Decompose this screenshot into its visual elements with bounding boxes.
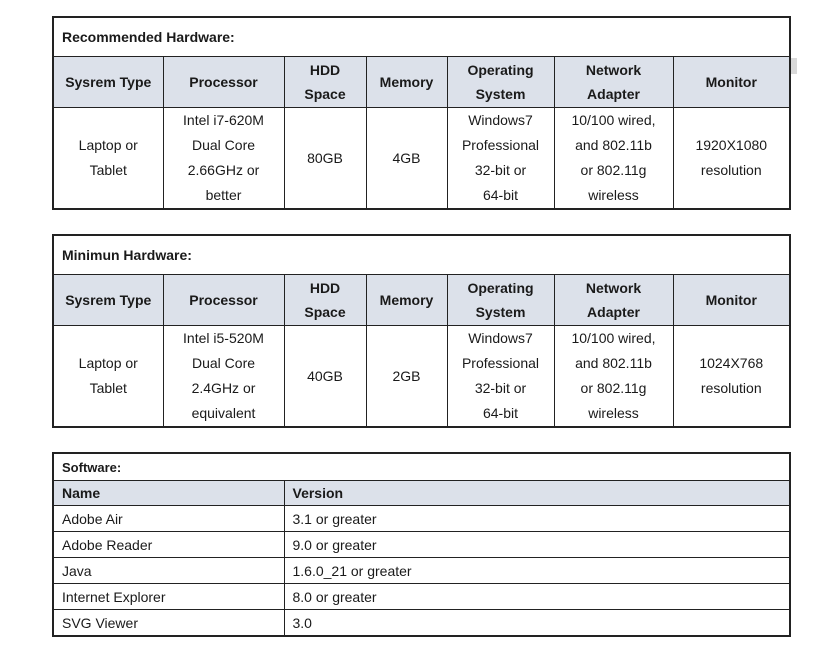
software-title: Software: [53,453,790,481]
cell-operating-system: Windows7 Professional 32-bit or 64-bit [447,326,554,428]
header-processor: Processor [163,57,284,108]
table-row [53,584,790,610]
header-processor: Processor [163,275,284,326]
software-table [52,452,791,637]
table-row [53,558,790,584]
cell-monitor: 1920X1080 resolution [673,108,790,210]
software-version: 3.1 or greater [284,506,790,532]
table-row [53,532,790,558]
cell-network-adapter: 10/100 wired, and 802.11b or 802.11g wireless [554,108,673,210]
header-memory: Memory [366,57,447,108]
header-hdd-space: HDD Space [284,57,366,108]
software-version: 9.0 or greater [284,532,790,558]
cell-hdd-space: 80GB [284,108,366,210]
recommended-hardware-table [52,16,791,210]
cell-hdd-space: 40GB [284,326,366,428]
header-network-adapter: Network Adapter [554,57,673,108]
cell-memory: 2GB [366,326,447,428]
table-row [53,610,790,637]
header-hdd-space: HDD Space [284,275,366,326]
cell-processor: Intel i7-620M Dual Core 2.66GHz or better [163,108,284,210]
header-system-type: Sysrem Type [53,275,163,326]
software-name: Java [53,558,284,584]
software-name: Adobe Reader [53,532,284,558]
cell-monitor: 1024X768 resolution [673,326,790,428]
minimum-hardware-title: Minimun Hardware: [53,235,790,275]
cell-processor: Intel i5-520M Dual Core 2.4GHz or equivalent [163,326,284,428]
software-name: Adobe Air [53,506,284,532]
header-system-type: Sysrem Type [53,57,163,108]
table-row [53,506,790,532]
cell-memory: 4GB [366,108,447,210]
cell-system-type: Laptop or Tablet [53,326,163,428]
header-version: Version [284,481,790,506]
recommended-hardware-title: Recommended Hardware: [53,17,790,57]
header-monitor: Monitor [673,275,790,326]
software-name: Internet Explorer [53,584,284,610]
header-operating-system: Operating System [447,275,554,326]
minimum-hardware-table [52,234,791,428]
cell-system-type: Laptop or Tablet [53,108,163,210]
header-network-adapter: Network Adapter [554,275,673,326]
header-monitor: Monitor [673,57,790,108]
software-version: 8.0 or greater [284,584,790,610]
header-memory: Memory [366,275,447,326]
cell-operating-system: Windows7 Professional 32-bit or 64-bit [447,108,554,210]
software-version: 1.6.0_21 or greater [284,558,790,584]
software-name: SVG Viewer [53,610,284,637]
header-name: Name [53,481,284,506]
header-operating-system: Operating System [447,57,554,108]
software-version: 3.0 [284,610,790,637]
cell-network-adapter: 10/100 wired, and 802.11b or 802.11g wireless [554,326,673,428]
